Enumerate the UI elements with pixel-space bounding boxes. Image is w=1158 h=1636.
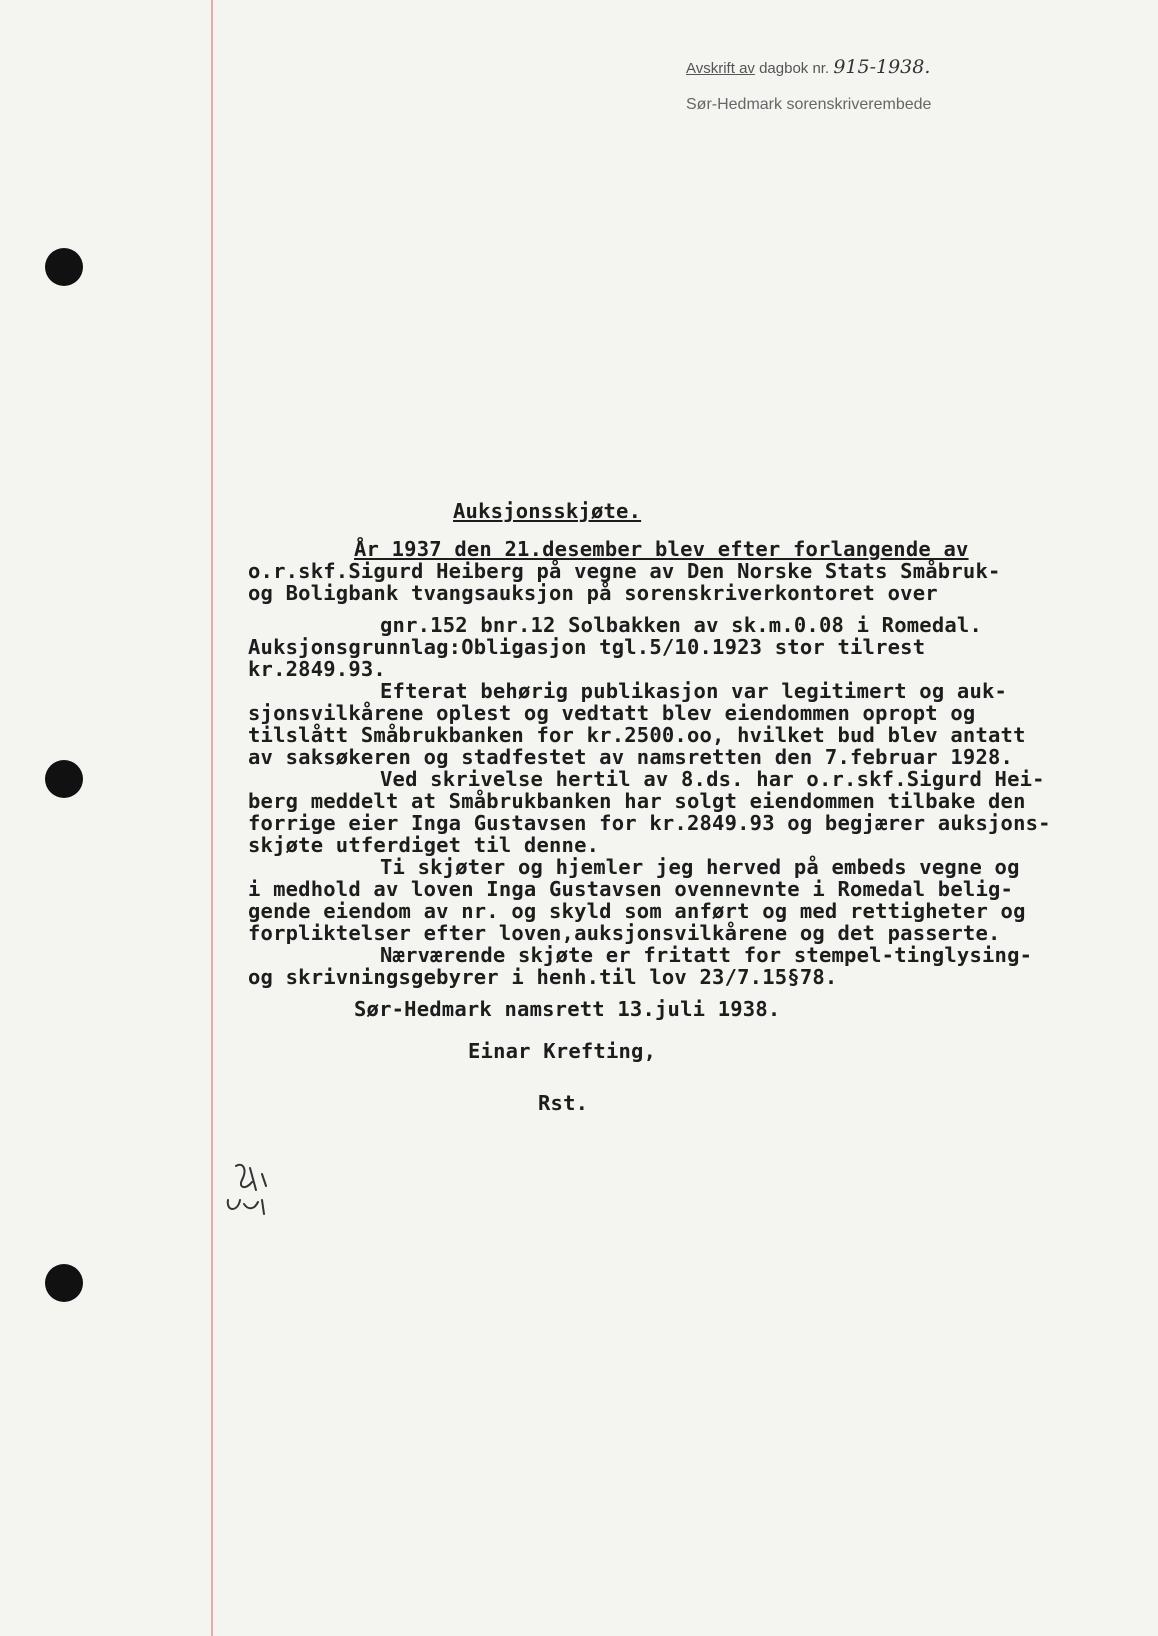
place-date-line: Sør-Hedmark namsrett 13.juli 1938. (354, 997, 781, 1021)
text-line: forrige eier Inga Gustavsen for kr.2849.93 og begjærer auksjons- (248, 811, 1051, 835)
punch-hole-bottom (45, 1264, 83, 1302)
text-line: Ti skjøter og hjemler jeg herved på embeds vegne og (380, 855, 1020, 879)
stamp-prefix: Avskrift av (686, 60, 755, 77)
text-line: Auksjonsgrunnlag:Obligasjon tgl.5/10.1923 stor tilrest (248, 635, 926, 659)
text-line: Efterat behørig publikasjon var legitimert og auk- (380, 679, 1008, 703)
text-line: og skrivningsgebyrer i henh.til lov 23/7.15§78. (248, 965, 838, 989)
text-line: i medhold av loven Inga Gustavsen ovennevnte i Romedal belig- (248, 877, 1014, 901)
signature-name: Einar Krefting, (468, 1039, 657, 1063)
text-line-part-1: År 1937 den 21.desember blev efter forlangende av (354, 537, 969, 561)
stamp-office: Sør-Hedmark sorenskriverembede (686, 96, 932, 113)
punch-hole-middle (45, 760, 83, 798)
text-line: gende eiendom av nr. og skyld som anført og med rettigheter og (248, 899, 1026, 923)
stamp-dagbok-label: dagbok nr. (759, 60, 830, 77)
text-line: gnr.152 bnr.12 Solbakken av sk.m.0.08 i Romedal. (380, 613, 983, 637)
text-line: tilslått Småbrukbanken for kr.2500.oo, hvilket bud blev antatt (248, 723, 1026, 747)
stamp-dagbok-number: 915-1938. (833, 56, 931, 78)
text-line: Ved skrivelse hertil av 8.ds. har o.r.skf.Sigurd Hei- (380, 767, 1045, 791)
text-line: kr.2849.93. (248, 657, 386, 681)
punch-hole-top (45, 248, 83, 286)
text-line: av saksøkeren og stadfestet av namsretten den 7.februar 1928. (248, 745, 1014, 769)
document-body (248, 500, 1128, 1114)
rst-mark: Rst. (538, 1091, 589, 1115)
office-stamp (686, 56, 931, 114)
text-line (354, 538, 1128, 560)
text-line: o.r.skf.Sigurd Heiberg på vegne av Den Norske Stats Småbruk- (248, 559, 1001, 583)
text-line: Nærværende skjøte er fritatt for stempel-tinglysing- (380, 943, 1033, 967)
text-line: forpliktelser efter loven,auksjonsvilkårene og det passerte. (248, 921, 1001, 945)
text-line: og Boligbank tvangsauksjon på sorenskriverkontoret over (248, 581, 938, 605)
document-title: Auksjonsskjøte. (453, 499, 642, 523)
margin-line (211, 0, 213, 1636)
text-line: sjonsvilkårene oplest og vedtatt blev eiendommen opropt og (248, 701, 976, 725)
text-line: berg meddelt at Småbrukbanken har solgt eiendommen tilbake den (248, 789, 1026, 813)
handwritten-initials-mark (222, 1160, 292, 1220)
text-line: skjøte utferdiget til denne. (248, 833, 600, 857)
